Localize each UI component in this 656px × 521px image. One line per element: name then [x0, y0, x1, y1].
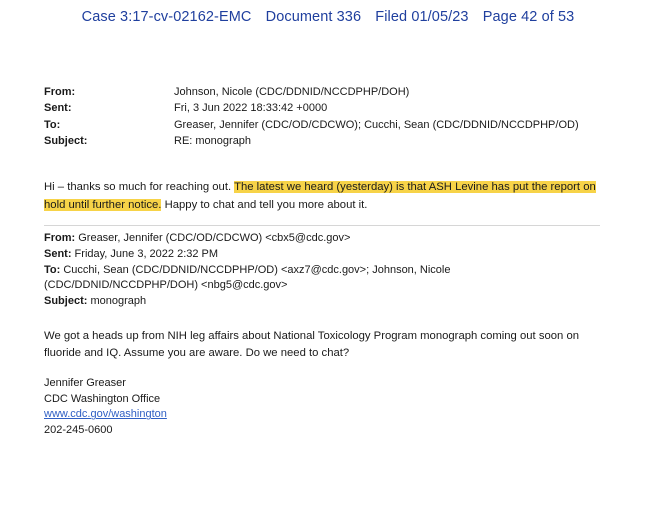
forwarded-body: We got a heads up from NIH leg affairs about National Toxicology Program monograph coming out soon on fluoride and IQ. Assume you are aware. Do we need to chat?: [44, 330, 580, 359]
subject-value: RE: monograph: [174, 135, 252, 148]
fwd-from-value: Greaser, Jennifer (CDC/OD/CDCWO) <cbx5@cdc.gov>: [75, 232, 351, 244]
reply-rest: Happy to chat and tell you more about it.: [161, 199, 368, 211]
document-number: Document 336: [265, 9, 362, 25]
case-number: Case 3:17-cv-02162-EMC: [81, 9, 252, 25]
forwarded-header: [44, 231, 604, 310]
to-row: [44, 117, 579, 133]
fwd-to-row: [44, 263, 604, 295]
fwd-sent-value: Friday, June 3, 2022 2:32 PM: [71, 247, 219, 260]
highlighted-text: The latest we heard (yesterday) is that ASH Levine has put the report on hold until further notice.: [44, 181, 596, 211]
fwd-to-value: Cucchi, Sean (CDC/DDNID/NCCDPHP/OD) <axz7@cdc.gov>; Johnson, Nicole (CDC/DDNID/NCCDPHP/DOH) <nbg5@cdc.gov>: [44, 263, 451, 292]
signature: [44, 376, 167, 439]
fwd-subject-row: [44, 294, 604, 310]
fwd-sent-label: Sent:: [44, 247, 72, 260]
signature-link[interactable]: www.cdc.gov/washington: [44, 408, 167, 421]
email-header: [44, 84, 579, 150]
case-header: [0, 9, 656, 25]
from-label: From:: [44, 86, 76, 98]
signature-office: CDC Washington Office: [44, 392, 161, 405]
message-divider: [44, 225, 600, 226]
signature-name: Jennifer Greaser: [44, 377, 126, 389]
from-row: [44, 84, 579, 100]
page-number: Page 42 of 53: [482, 9, 575, 25]
fwd-sent-row: [44, 247, 604, 263]
fwd-from-row: [44, 231, 604, 247]
fwd-from-label: From:: [44, 232, 76, 244]
reply-body: [44, 178, 604, 214]
fwd-subject-value: monograph: [87, 295, 147, 308]
subject-label: Subject:: [44, 135, 88, 148]
fwd-subject-label: Subject:: [44, 295, 88, 308]
sent-row: [44, 100, 579, 116]
to-value: Greaser, Jennifer (CDC/OD/CDCWO); Cucchi, Sean (CDC/DDNID/NCCDPHP/OD): [174, 118, 579, 131]
to-label: To:: [44, 118, 61, 131]
reply-intro: Hi – thanks so much for reaching out.: [44, 181, 235, 193]
signature-phone: 202-245-0600: [44, 424, 113, 437]
fwd-to-label: To:: [44, 263, 61, 276]
sent-value: Fri, 3 Jun 2022 18:33:42 +0000: [174, 102, 328, 115]
filed-date: Filed 01/05/23: [375, 9, 469, 25]
from-value: Johnson, Nicole (CDC/DDNID/NCCDPHP/DOH): [174, 86, 410, 98]
subject-row: [44, 133, 579, 149]
sent-label: Sent:: [44, 102, 72, 115]
